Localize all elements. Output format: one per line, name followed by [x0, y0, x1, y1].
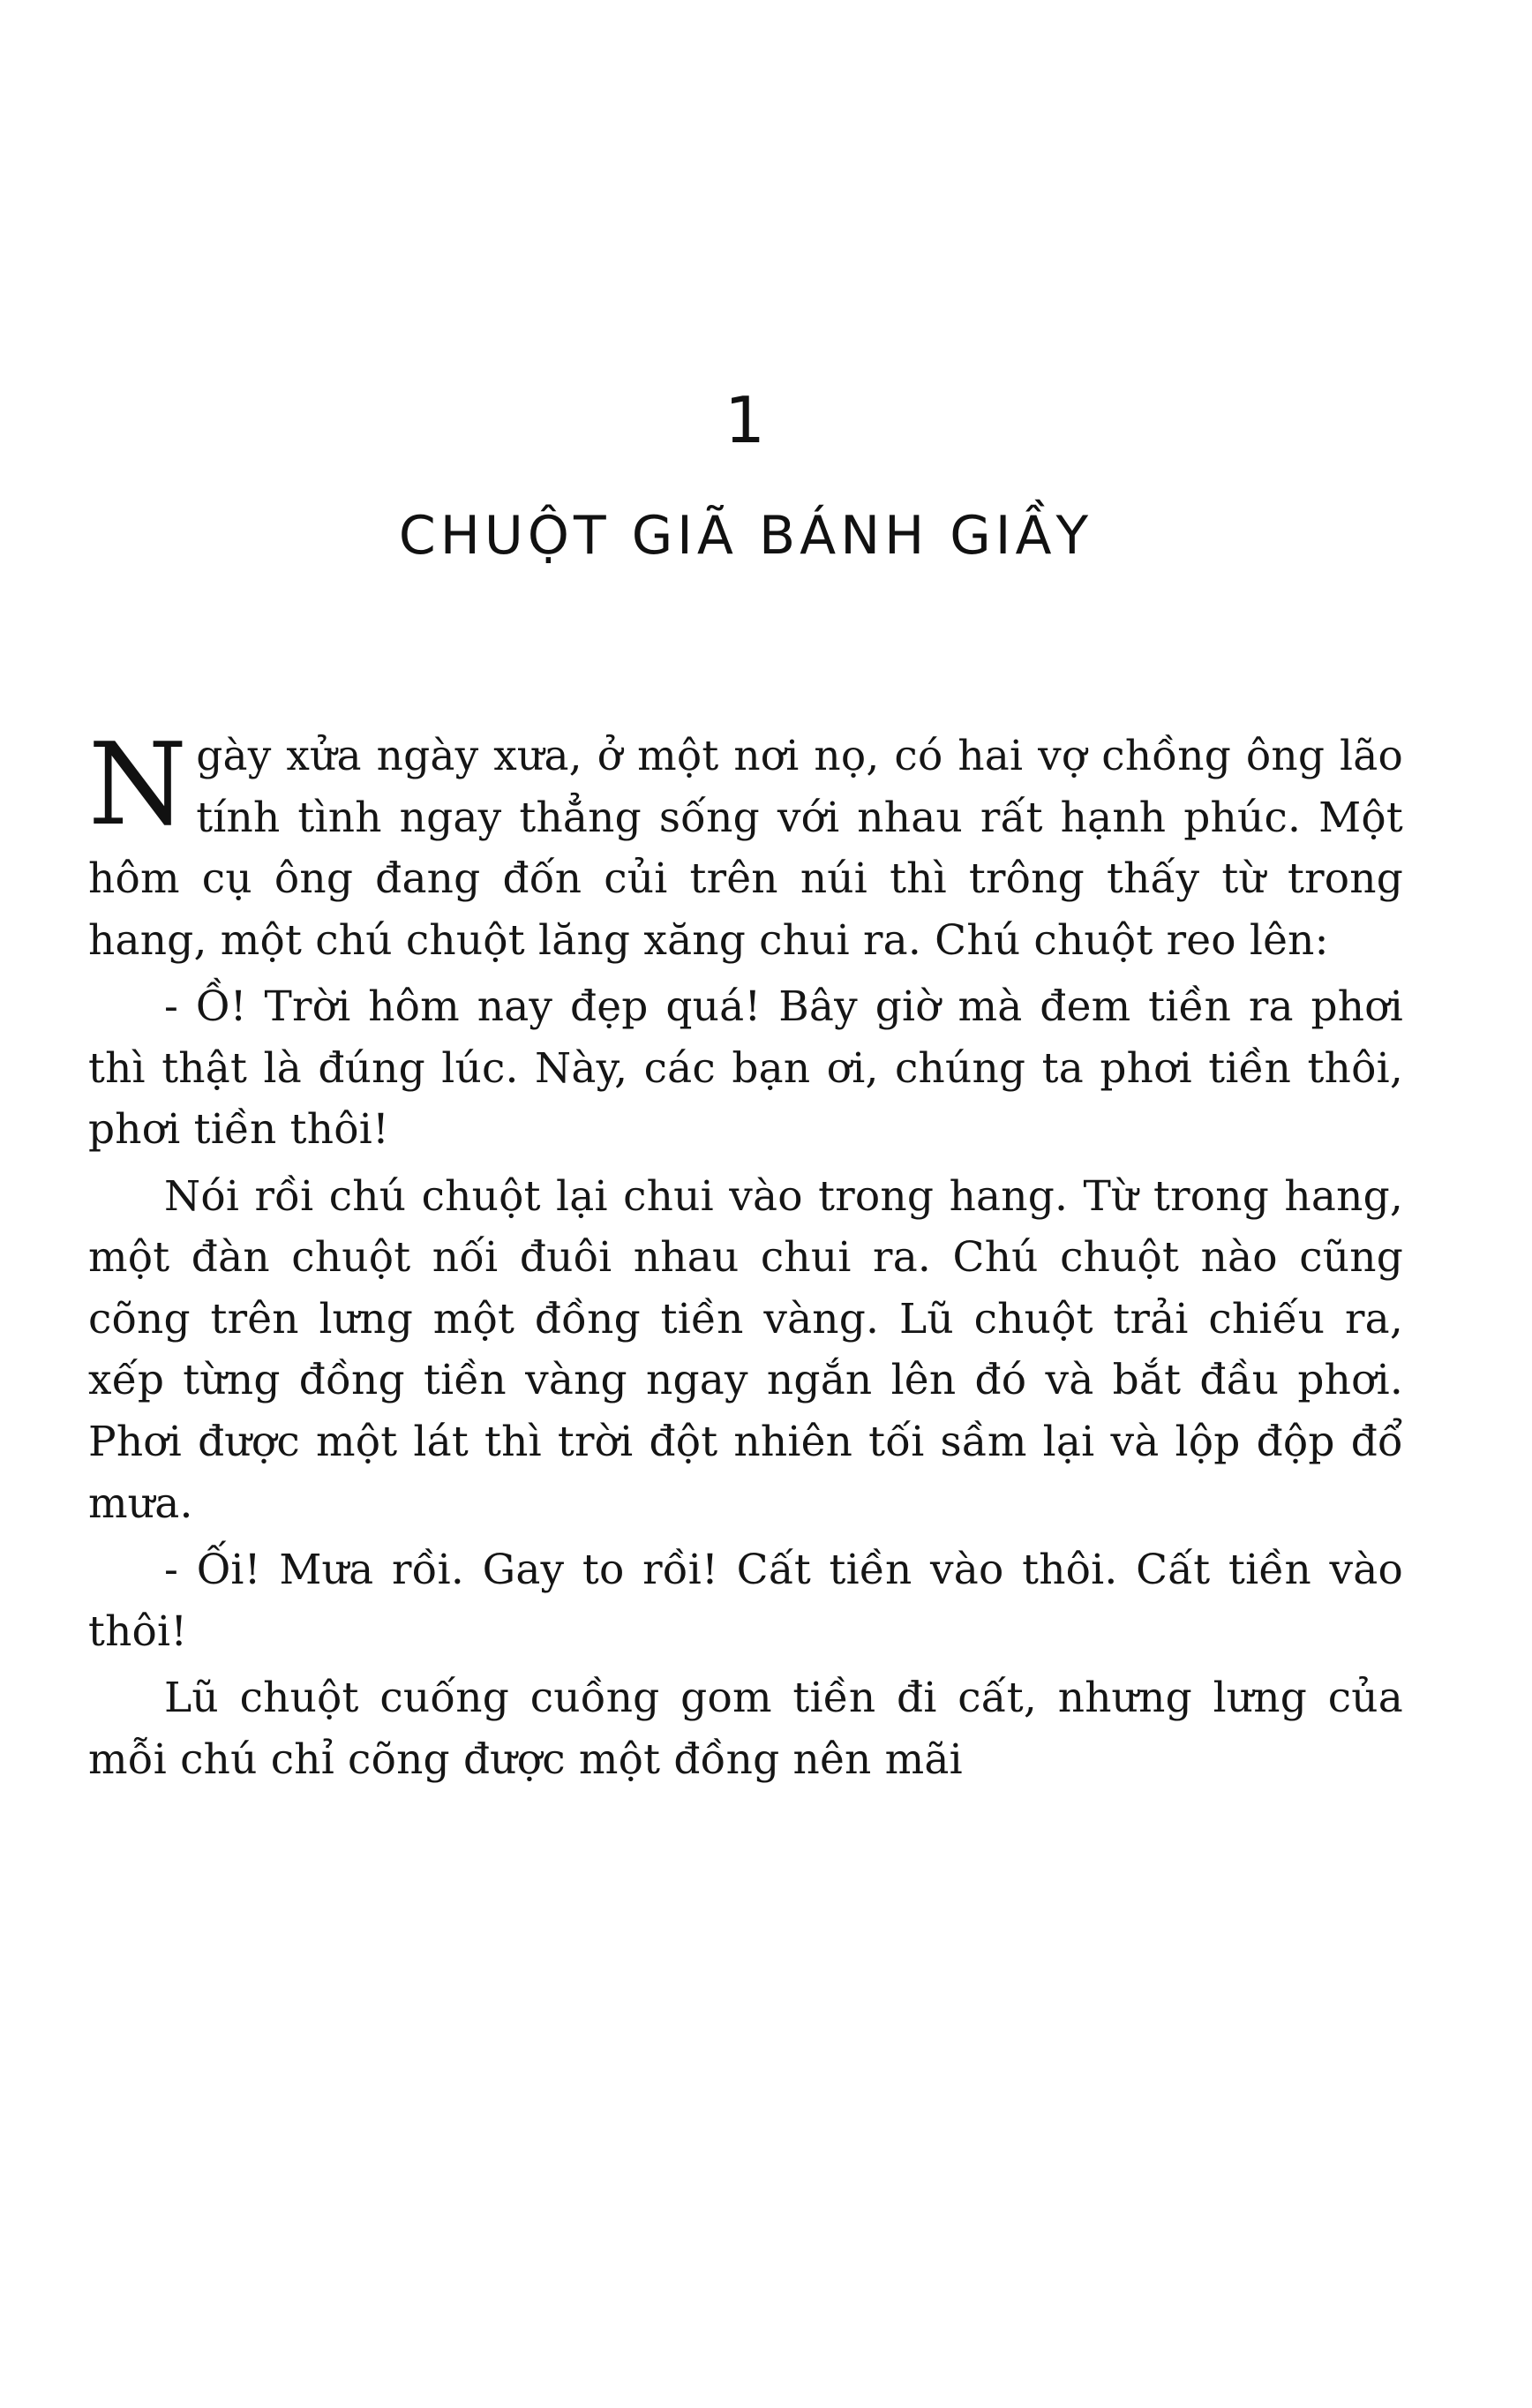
paragraph-1 — [88, 719, 1403, 971]
chapter-title: CHUỘT GIÃ BÁNH GIẦY — [398, 505, 1093, 567]
paragraph-3: Nói rồi chú chuột lại chui vào trong hang. Từ trong hang, một đàn chuột nối đuôi nhau chui ra. Chú chuột nào cũng cõng trên lưng một đồng tiền vàng. Lũ chuột trải chiếu ra, xếp từng đồng tiền vàng ngay ngắn lên đó và bắt đầu phơi. Phơi được một lát thì trời đột nhiên tối sầm lại và lộp độp đổ mưa. — [88, 1171, 1403, 1528]
paragraph-2: - Ồ! Trời hôm nay đẹp quá! Bây giờ mà đem tiền ra phơi thì thật là đúng lúc. Này, các bạn ơi, chúng ta phơi tiền thôi, phơi tiền thôi! — [88, 982, 1403, 1155]
paragraph-4: - Ối! Mưa rồi. Gay to rồi! Cất tiền vào thôi. Cất tiền vào thôi! — [88, 1546, 1403, 1656]
body-text — [88, 719, 1403, 1790]
drop-cap: N — [88, 719, 188, 851]
paragraph-1-text: gày xửa ngày xưa, ở một nơi nọ, có hai vợ chồng ông lão tính tình ngay thẳng sống với nhau rất hạnh phúc. Một hôm cụ ông đang đốn củi trên núi thì trông thấy từ trong hang, một chú chuột lăng xăng chui ra. Chú chuột reo lên: — [88, 732, 1403, 965]
page-content — [88, 0, 1403, 1795]
chapter-number: 1 — [725, 383, 767, 457]
paragraph-5: Lũ chuột cuống cuồng gom tiền đi cất, nhưng lưng của mỗi chú chỉ cõng được một đồng nên mãi — [88, 1674, 1403, 1784]
